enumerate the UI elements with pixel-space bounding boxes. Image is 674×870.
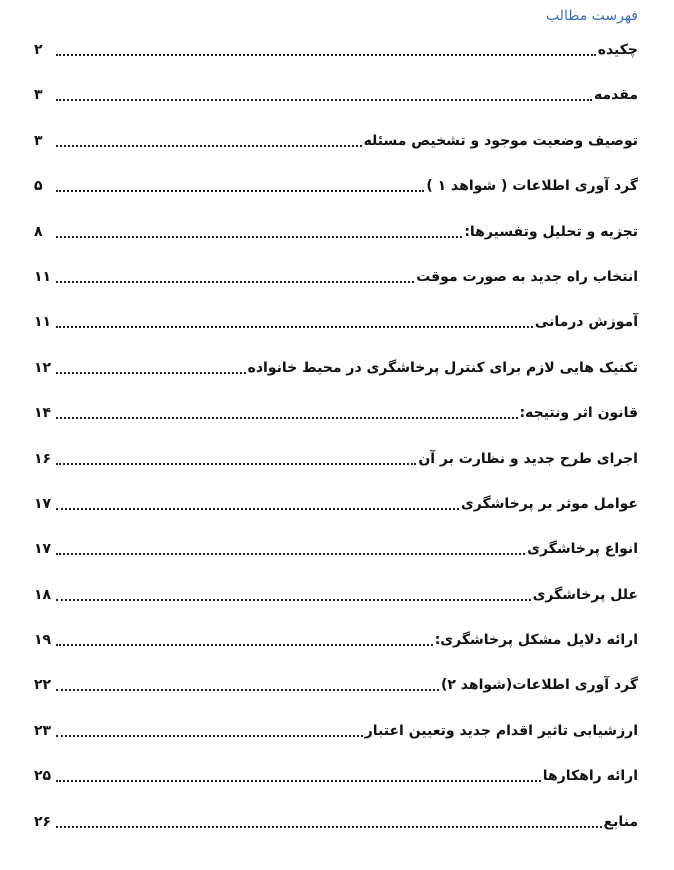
toc-entry-label: چکیده (597, 42, 638, 58)
toc-entry-label: عوامل موثر بر پرخاشگری (460, 495, 638, 512)
toc-dot-leader (56, 54, 596, 56)
toc-dot-leader (56, 553, 525, 555)
toc-page-number: ۲ (34, 42, 43, 58)
toc-page-number: ۱۱ (34, 268, 52, 285)
toc-dot-leader (56, 599, 531, 601)
toc-page-number: ۸ (34, 223, 43, 240)
toc-dot-leader (56, 735, 363, 737)
toc-entry[interactable] (34, 356, 638, 401)
toc-entry-label: توصیف وضعیت موجود و تشخیص مسئله (363, 132, 638, 149)
toc-entry-label: ارائه دلایل مشکل پرخاشگری: (434, 632, 638, 649)
toc-entry[interactable] (34, 174, 638, 219)
toc-page-number: ۵ (34, 178, 43, 195)
toc-dot-leader (56, 508, 459, 510)
toc-dot-leader (56, 236, 462, 238)
toc-page-number: ۱۱ (34, 314, 52, 331)
toc-entry[interactable] (34, 673, 638, 718)
toc-entry-label: اجرای طرح جدید و نظارت بر آن (418, 450, 638, 467)
toc-entry[interactable] (34, 492, 638, 537)
toc-entry[interactable] (34, 265, 638, 310)
toc-page-number: ۲۶ (34, 813, 52, 830)
toc-page-number: ۲۳ (34, 722, 52, 739)
toc-entry[interactable] (34, 129, 638, 174)
toc-entry[interactable] (34, 719, 638, 764)
toc-entry[interactable] (34, 220, 638, 265)
toc-dot-leader (56, 689, 439, 691)
toc-entry-label: قانون اثر ونتیجه: (519, 405, 638, 422)
toc-entry[interactable] (34, 628, 638, 673)
toc-page-number: ۱۷ (34, 541, 52, 558)
toc-dot-leader (56, 826, 602, 828)
toc-entry[interactable] (34, 401, 638, 446)
toc-entry-label: آموزش درمانی (534, 314, 638, 331)
toc-page-number: ۳ (34, 132, 43, 149)
toc-entry[interactable] (34, 583, 638, 628)
toc-entry-label: مقدمه (594, 87, 638, 104)
toc-entry-label: ارزشیابی تاثیر اقدام جدید وتعیین اعتبار (364, 722, 638, 739)
toc-page-number: ۱۷ (34, 495, 52, 512)
toc-page-number: ۱۹ (34, 632, 52, 649)
toc-entry-label: انتخاب راه جدید به صورت موقت (416, 268, 638, 285)
toc-page-number: ۱۲ (34, 359, 52, 376)
toc-list (34, 38, 638, 855)
toc-entry-label: تکنیک هایی لازم برای کنترل پرخاشگری در محیط خانواده (247, 359, 638, 376)
toc-entry-label: انواع پرخاشگری (527, 541, 638, 558)
toc-dot-leader (56, 326, 533, 328)
toc-dot-leader (56, 644, 433, 646)
toc-page-number: ۲۲ (34, 677, 52, 694)
toc-page-number: ۱۶ (34, 450, 52, 467)
toc-entry[interactable] (34, 537, 638, 582)
toc-dot-leader (56, 145, 362, 147)
toc-entry-label: گرد آوری اطلاعات ( شواهد ۱ ) (426, 178, 638, 195)
toc-dot-leader (56, 372, 246, 374)
toc-dot-leader (56, 281, 414, 283)
toc-dot-leader (56, 190, 424, 192)
toc-entry-label: گرد آوری اطلاعات(شواهد ۲) (440, 677, 638, 694)
toc-dot-leader (56, 780, 541, 782)
toc-dot-leader (56, 99, 592, 101)
toc-entry[interactable] (34, 810, 638, 855)
toc-entry[interactable] (34, 764, 638, 809)
toc-page-number: ۳ (34, 87, 43, 104)
toc-entry[interactable] (34, 38, 638, 83)
toc-entry-label: علل پرخاشگری (532, 586, 638, 603)
toc-page-number: ۱۸ (34, 586, 52, 603)
toc-dot-leader (56, 463, 416, 465)
toc-entry-label: منابع (603, 813, 638, 830)
toc-page-number: ۱۴ (34, 405, 52, 422)
toc-entry[interactable] (34, 310, 638, 355)
toc-entry[interactable] (34, 447, 638, 492)
toc-dot-leader (56, 417, 518, 419)
toc-entry-label: تجزیه و تحلیل وتفسیرها: (464, 223, 638, 240)
toc-title: فهرست مطالب (545, 8, 638, 24)
toc-entry-label: ارائه راهکارها (542, 768, 638, 785)
toc-entry[interactable] (34, 83, 638, 128)
toc-page-number: ۲۵ (34, 768, 52, 785)
